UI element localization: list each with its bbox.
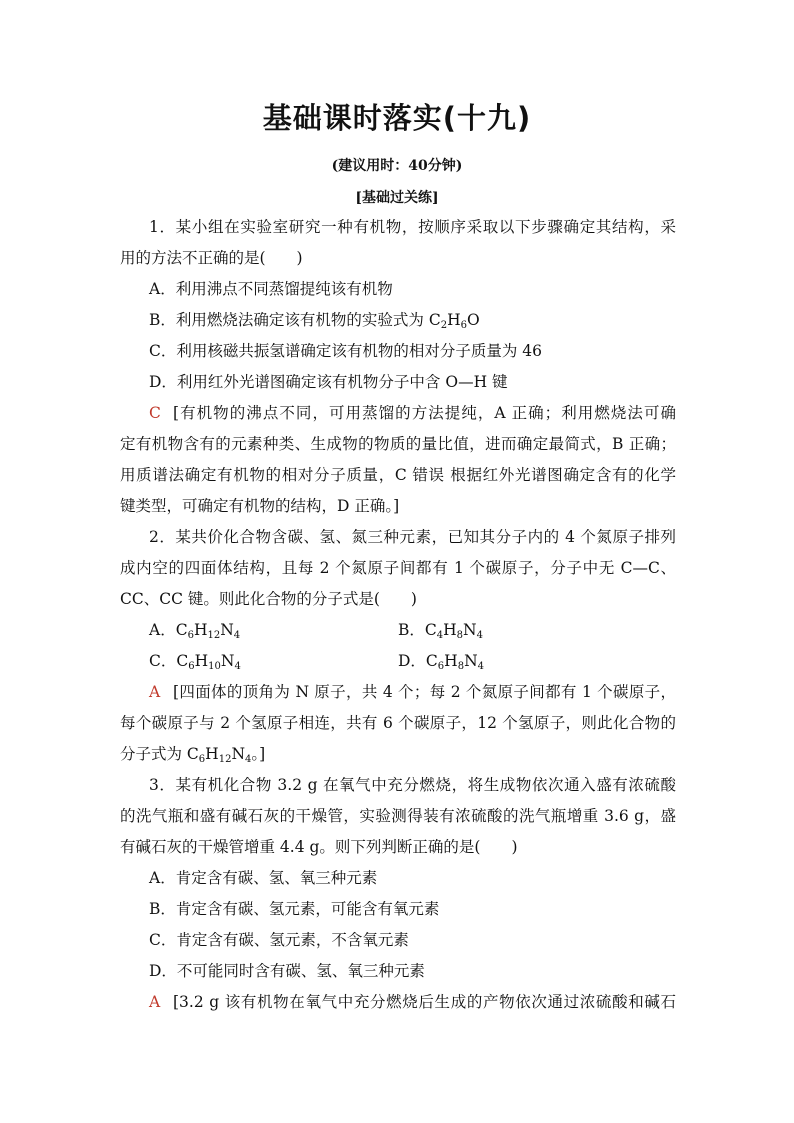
q2-stem-line-3: CC、CC 键。则此化合物的分子式是( ) (120, 590, 417, 608)
q1-stem-line-2: 用的方法不正确的是( ) (120, 249, 303, 267)
q1-answer: C (149, 404, 161, 422)
q1-explanation-line-4: 键类型，可确定有机物的结构，D 正确。] (120, 497, 400, 515)
q2-explanation-line-1: A [四面体的顶角为 N 原子，共 4 个；每 2 个氮原子间都有 1 个碳原子， (149, 683, 676, 701)
suggested-time: (建议用时：40分钟) (331, 158, 463, 174)
q2-option-d: D．$C_6H_8N_4$ (398, 652, 485, 672)
section-heading: [基础过关练] (355, 190, 439, 206)
q1-option-c: C．利用核磁共振氢谱确定该有机物的相对分子质量为 46 (149, 342, 543, 360)
q1-option-b: B．利用燃烧法确定该有机物的实验式为 $C_2H_6O$ (149, 311, 480, 331)
q2-option-a: A．$C_6H_{12}N_4$ (149, 621, 241, 641)
q1-explanation-line-1: C [有机物的沸点不同，可用蒸馏的方法提纯，A 正确；利用燃烧法可确 (149, 404, 676, 422)
q1-stem-line-1: 1．某小组在实验室研究一种有机物，按顺序采取以下步骤确定其结构，采 (149, 218, 676, 236)
q3-answer: A (149, 993, 161, 1011)
q3-stem-line-2: 的洗气瓶和盛有碱石灰的干燥管，实验测得装有浓硫酸的洗气瓶增重 3.6 g，盛 (120, 807, 676, 825)
q3-option-b: B．肯定含有碳、氢元素，可能含有氧元素 (149, 900, 440, 918)
q3-option-d: D．不可能同时含有碳、氢、氧三种元素 (149, 962, 425, 980)
q3-stem-line-1: 3．某有机化合物 3.2 g 在氧气中充分燃烧，将生成物依次通入盛有浓硫酸 (149, 776, 676, 794)
q3-stem-line-3: 有碱石灰的干燥管增重 4.4 g。则下列判断正确的是( ) (120, 838, 518, 856)
q1-explanation-line-2: 定有机物含有的元素种类、生成物的物质的量比值，进而确定最简式，B 正确； (120, 435, 676, 453)
q2-answer: A (149, 683, 161, 701)
q1-explanation-line-3: 用质谱法确定有机物的相对分子质量，C 错误 根据红外光谱图确定含有的化学 (120, 466, 676, 484)
q1-option-a: A．利用沸点不同蒸馏提纯该有机物 (149, 280, 393, 298)
q2-stem-line-2: 成内空的四面体结构，且每 2 个氮原子间都有 1 个碳原子，分子中无 C—C、 (120, 559, 676, 577)
q3-option-c: C．肯定含有碳、氢元素，不含氧元素 (149, 931, 409, 949)
q2-option-c: C．$C_6H_{10}N_4$ (149, 652, 241, 672)
q3-option-a: A．肯定含有碳、氢、氧三种元素 (149, 869, 378, 887)
q3-explanation-line-1: A [3.2 g 该有机物在氧气中充分燃烧后生成的产物依次通过浓硫酸和碱石 (149, 993, 676, 1011)
page-title: 基础课时落实(十九) (262, 101, 532, 135)
q2-explanation-line-3: 分子式为 $C_6H_{12}N_4$。] (120, 745, 266, 765)
q2-stem-line-1: 2．某共价化合物含碳、氢、氮三种元素，已知其分子内的 4 个氮原子排列 (149, 528, 676, 546)
q1-option-d: D．利用红外光谱图确定该有机物分子中含 O—H 键 (149, 373, 508, 391)
q2-option-b: B．$C_4H_8N_4$ (398, 621, 483, 641)
q2-explanation-line-2: 每个碳原子与 2 个氢原子相连，共有 6 个碳原子，12 个氢原子，则此化合物的 (120, 714, 676, 732)
